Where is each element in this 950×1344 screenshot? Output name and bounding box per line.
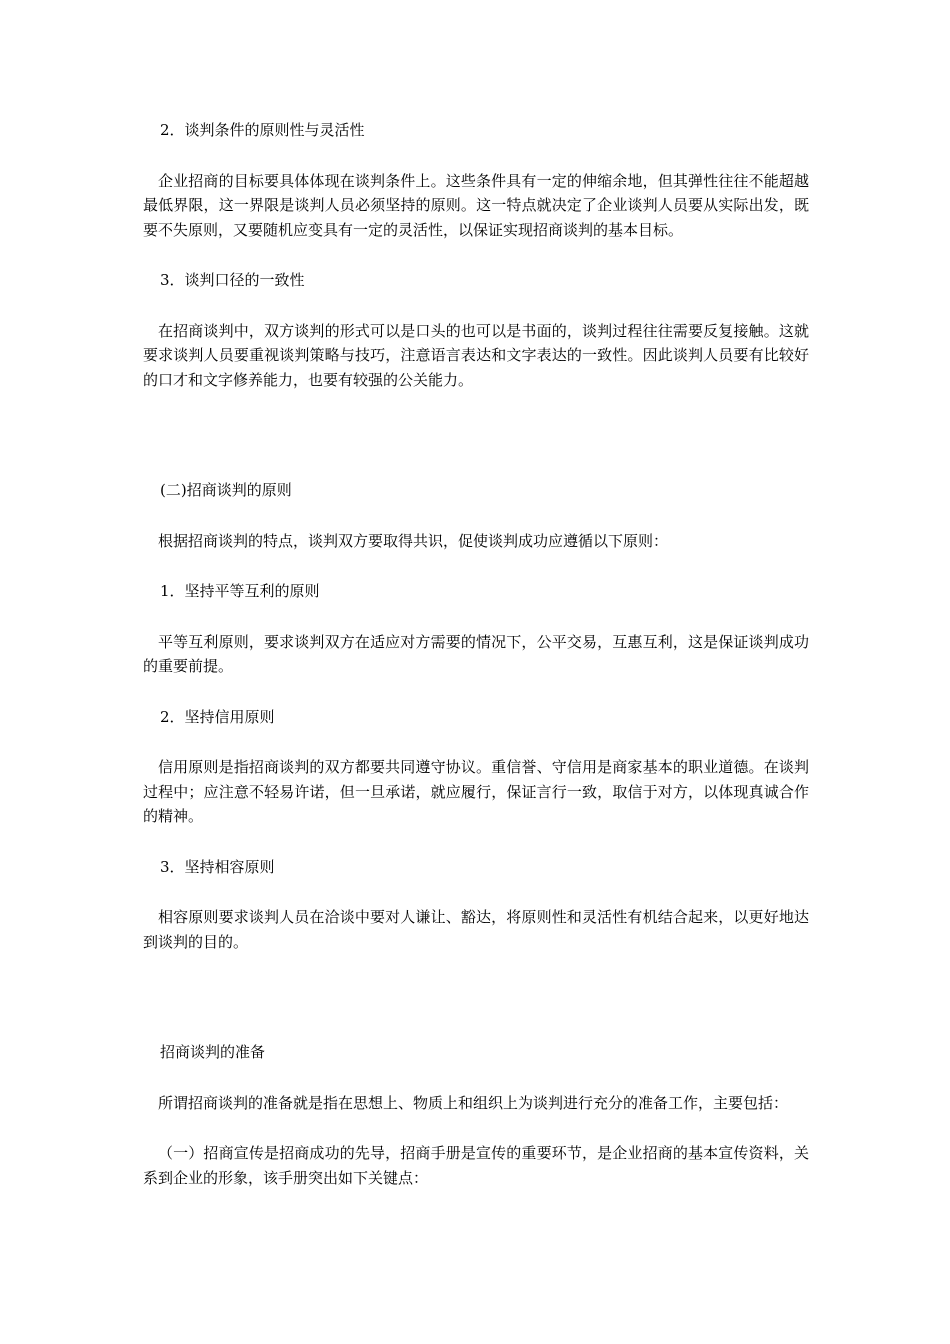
paragraph-compatibility: 相容原则要求谈判人员在洽谈中要对人谦让、豁达，将原则性和灵活性有机结合起来，以更好地达到谈判的目的。 — [143, 908, 809, 951]
heading-compatibility: 3．坚持相容原则 — [160, 857, 275, 876]
heading-negotiation-conditions: 2．谈判条件的原则性与灵活性 — [160, 121, 365, 139]
paragraph-equality: 平等互利原则，要求谈判双方在适应对方需要的情况下，公平交易，互惠互利，这是保证谈判成功的重要前提。 — [143, 632, 809, 675]
paragraph-promotion: （一）招商宣传是招商成功的先导，招商手册是宣传的重要环节，是企业招商的基本宣传资料，关系到企业的形象，该手册突出如下关键点： — [143, 1144, 809, 1187]
paragraph-preparation: 所谓招商谈判的准备就是指在思想上、物质上和组织上为谈判进行充分的准备工作，主要包括： — [158, 1093, 789, 1112]
heading-equality: 1．坚持平等互利的原则 — [160, 582, 320, 600]
document-body — [143, 118, 809, 1190]
heading-consistency: 3．谈判口径的一致性 — [160, 271, 305, 289]
paragraph-consistency: 在招商谈判中，双方谈判的形式可以是口头的也可以是书面的，谈判过程往往需要反复接触。这就要求谈判人员要重视谈判策略与技巧，注意语言表达和文字表达的一致性。因此谈判人员要有比较好的口才和文字修养能力，也要有较强的公关能力。 — [143, 321, 809, 389]
section-heading-preparation: 招商谈判的准备 — [160, 1043, 266, 1061]
heading-credit: 2．坚持信用原则 — [160, 707, 275, 726]
section-heading-principles: (二)招商谈判的原则 — [160, 481, 292, 499]
paragraph-credit: 信用原则是指招商谈判的双方都要共同遵守协议。重信誉、守信用是商家基本的职业道德。在谈判过程中；应注意不轻易许诺，但一旦承诺，就应履行，保证言行一致，取信于对方，以体现真诚合作的精神。 — [143, 758, 809, 825]
paragraph-principles-intro: 根据招商谈判的特点，谈判双方要取得共识，促使谈判成功应遵循以下原则： — [158, 531, 669, 550]
paragraph-conditions: 企业招商的目标要具体体现在谈判条件上。这些条件具有一定的伸缩余地，但其弹性往往不能超越最低界限，这一界限是谈判人员必须坚持的原则。这一特点就决定了企业谈判人员要从实际出发，既要不失原则，又要随机应变具有一定的灵活性，以保证实现招商谈判的基本目标。 — [143, 171, 809, 239]
